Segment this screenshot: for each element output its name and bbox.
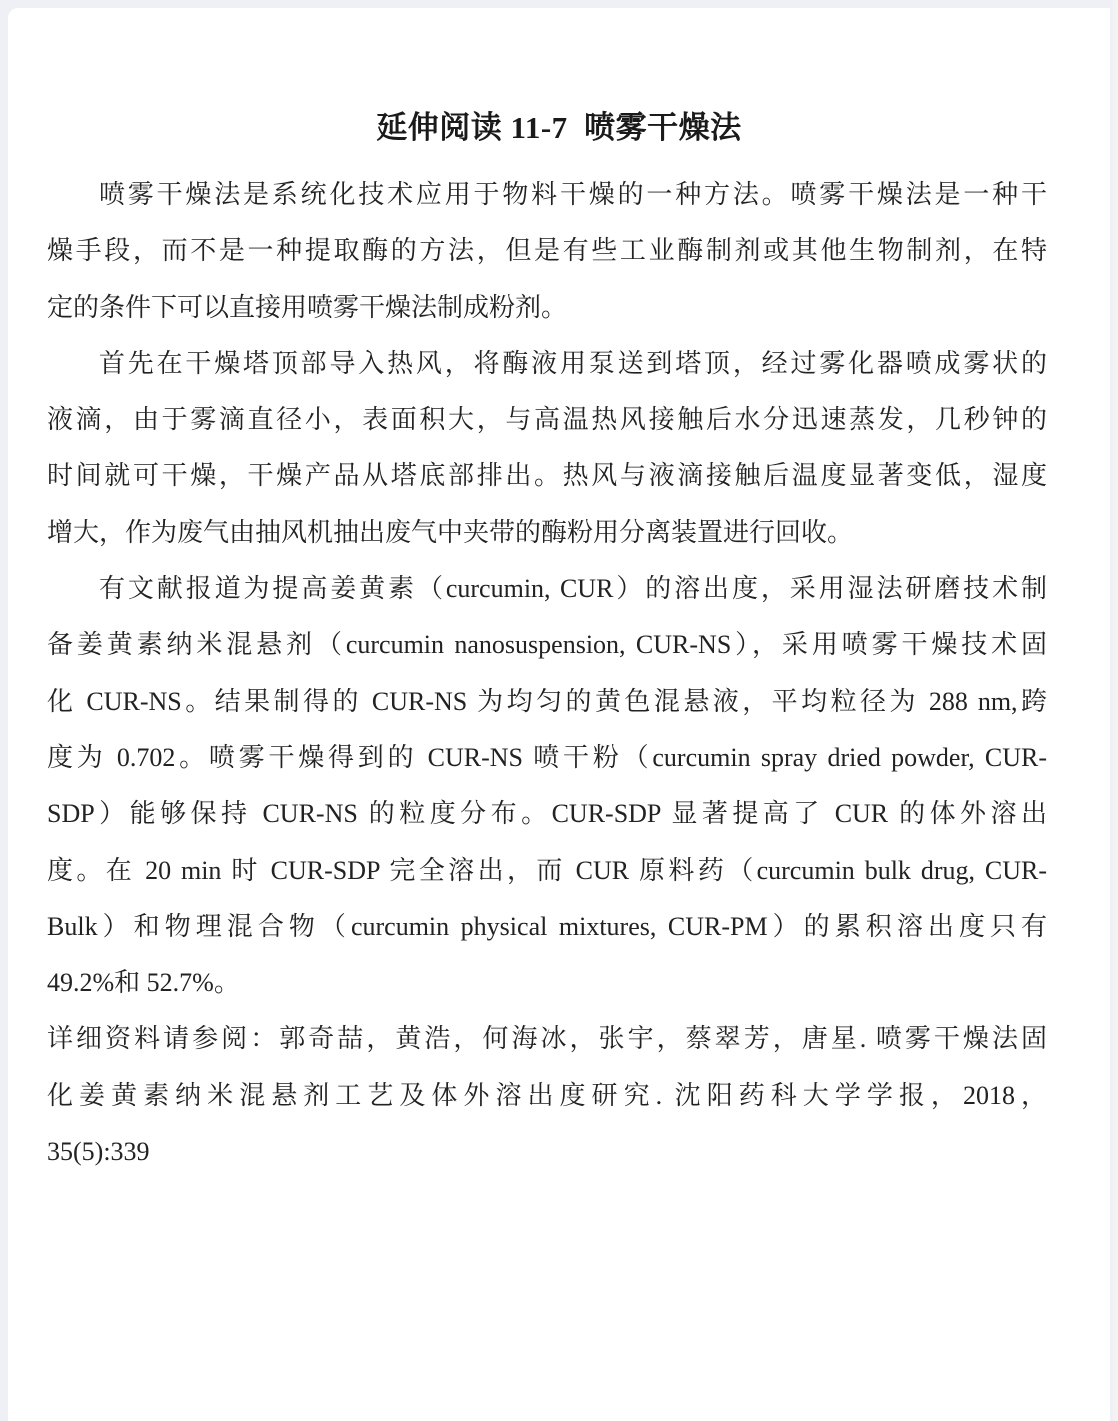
- text-line: 液滴，由于雾滴直径小，表面积大，与高温热风接触后水分迅速蒸发，几秒钟的: [47, 405, 1047, 435]
- text-line: 化姜黄素纳米混悬剂工艺及体外溶出度研究. 沈阳药科大学学报，2018，: [47, 1080, 1047, 1110]
- page-edge: [1113, 0, 1118, 1421]
- page-title: 延伸阅读 11-7 喷雾干燥法: [376, 110, 742, 145]
- text-line: 35(5):339: [47, 1137, 150, 1167]
- text-line: 增大，作为废气由抽风机抽出废气中夹带的酶粉用分离装置进行回收。: [47, 517, 854, 547]
- text-line: 度。在 20 min 时 CUR-SDP 完全溶出，而 CUR 原料药（curcumin bulk drug, CUR-: [47, 855, 1047, 885]
- text-line: 燥手段，而不是一种提取酶的方法，但是有些工业酶制剂或其他生物制剂，在特: [47, 236, 1047, 266]
- document-page: [8, 8, 1110, 1421]
- text-line: 度为 0.702。喷雾干燥得到的 CUR-NS 喷干粉（curcumin spray dried powder, CUR-: [47, 742, 1047, 772]
- text-line: 喷雾干燥法是系统化技术应用于物料干燥的一种方法。喷雾干燥法是一种干: [99, 180, 1047, 209]
- paragraph-intro: [47, 167, 1047, 336]
- paragraph-process: [47, 336, 1047, 561]
- text-line: 化 CUR-NS。结果制得的 CUR-NS 为均匀的黄色混悬液，平均粒径为 288 nm,跨: [47, 686, 1047, 716]
- text-line: 时间就可干燥，干燥产品从塔底部排出。热风与液滴接触后温度显著变低，湿度: [47, 461, 1047, 491]
- document-body: [47, 167, 1047, 1180]
- text-line: 详细资料请参阅：郭奇喆，黄浩，何海冰，张宇，蔡翠芳，唐星. 喷雾干燥法固: [47, 1024, 1047, 1054]
- text-line: Bulk）和物理混合物（curcumin physical mixtures, CUR-PM）的累积溶出度只有: [47, 911, 1047, 941]
- text-line: 有文献报道为提高姜黄素（curcumin, CUR）的溶出度，采用湿法研磨技术制: [99, 574, 1047, 604]
- text-line: 定的条件下可以直接用喷雾干燥法制成粉剂。: [47, 292, 568, 322]
- text-line: 备姜黄素纳米混悬剂（curcumin nanosuspension, CUR-NS），采用喷雾干燥技术固: [47, 630, 1047, 660]
- reference-citation: [47, 1011, 1047, 1180]
- paragraph-case-study: [47, 561, 1047, 1011]
- text-line: SDP）能够保持 CUR-NS 的粒度分布。CUR-SDP 显著提高了 CUR 的体外溶出: [47, 799, 1047, 829]
- text-line: 49.2%和 52.7%。: [47, 968, 240, 998]
- text-line: 首先在干燥塔顶部导入热风，将酶液用泵送到塔顶，经过雾化器喷成雾状的: [99, 348, 1047, 378]
